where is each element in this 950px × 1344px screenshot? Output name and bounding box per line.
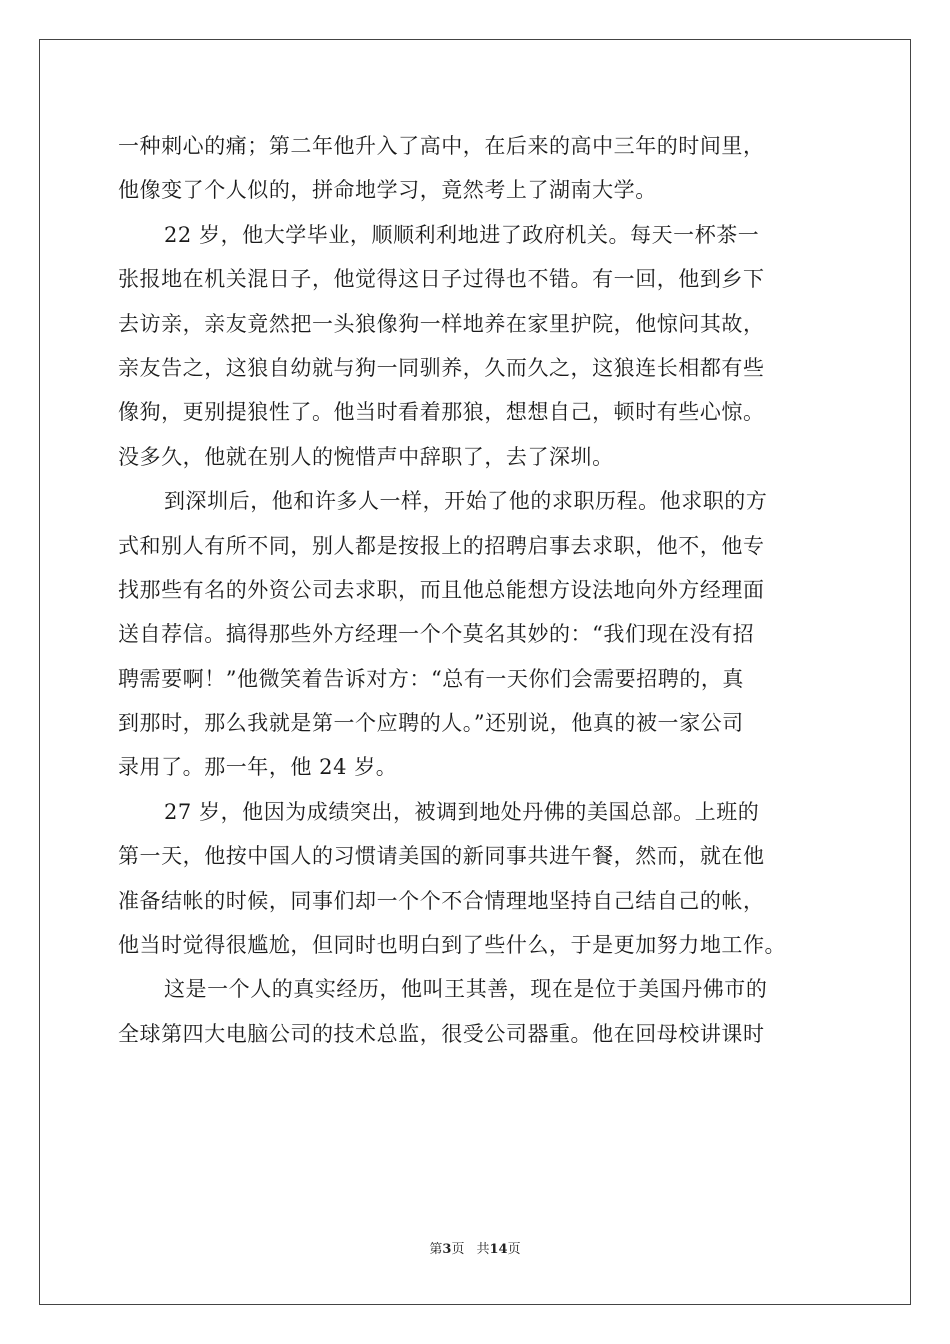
text-line: 亲友告之，这狼自幼就与狗一同驯养，久而久之，这狼连长相都有些 [118, 355, 765, 380]
text-line: 到那时，那么我就是第一个应聘的人。”还别说，他真的被一家公司 [118, 711, 744, 736]
text-line: 式和别人有所不同，别人都是按报上的招聘启事去求职，他不，他专 [118, 533, 765, 558]
text-line: 第一天，他按中国人的习惯请美国的新同事共进午餐，然而，就在他 [118, 844, 765, 869]
text-line: 没多久，他就在别人的惋惜声中辞职了，去了深圳。 [118, 444, 614, 469]
text-line: 全球第四大电脑公司的技术总监，很受公司器重。他在回母校讲课时 [118, 1021, 765, 1046]
text-line: 像狗，更别提狼性了。他当时看着那狼，想想自己，顿时有些心惊。 [118, 400, 765, 425]
page-prefix: 第 [429, 1242, 443, 1257]
page-suffix: 页 [451, 1242, 465, 1257]
total-pages: 14 [489, 1242, 508, 1257]
total-suffix: 页 [507, 1242, 521, 1257]
text-line: 准备结帐的时候，同事们却一个个不合情理地坚持自己结自己的帐， [118, 888, 765, 913]
document-body [118, 124, 838, 1056]
text-line: 22 岁，他大学毕业，顺顺利利地进了政府机关。每天一杯茶一 [164, 222, 760, 247]
text-line: 找那些有名的外资公司去求职，而且他总能想方设法地向外方经理面 [118, 577, 765, 602]
text-line: 去访亲，亲友竟然把一头狼像狗一样地养在家里护院，他惊问其故， [118, 311, 765, 336]
text-line: 张报地在机关混日子，他觉得这日子过得也不错。有一回，他到乡下 [118, 267, 765, 292]
text-line: 他像变了个人似的，拼命地学习，竟然考上了湖南大学。 [118, 178, 657, 203]
text-line: 27 岁，他因为成绩突出，被调到地处丹佛的美国总部。上班的 [164, 799, 760, 824]
page-footer [0, 1238, 950, 1257]
text-line: 一种刺心的痛；第二年他升入了高中，在后来的高中三年的时间里， [118, 134, 765, 158]
text-line: 录用了。那一年，他 24 岁。 [118, 755, 398, 780]
page-number: 3 [442, 1242, 452, 1257]
total-prefix: 共 [476, 1242, 490, 1257]
text-line: 送自荐信。搞得那些外方经理一个个莫名其妙的：“我们现在没有招 [118, 622, 755, 647]
text-line: 这是一个人的真实经历，他叫王其善，现在是位于美国丹佛市的 [164, 977, 768, 1002]
text-line: 聘需要啊！”他微笑着告诉对方：“总有一天你们会需要招聘的，真 [118, 666, 744, 691]
text-line: 他当时觉得很尴尬，但同时也明白到了些什么，于是更加努力地工作。 [118, 933, 787, 958]
text-line: 到深圳后，他和许多人一样，开始了他的求职历程。他求职的方 [164, 489, 768, 514]
